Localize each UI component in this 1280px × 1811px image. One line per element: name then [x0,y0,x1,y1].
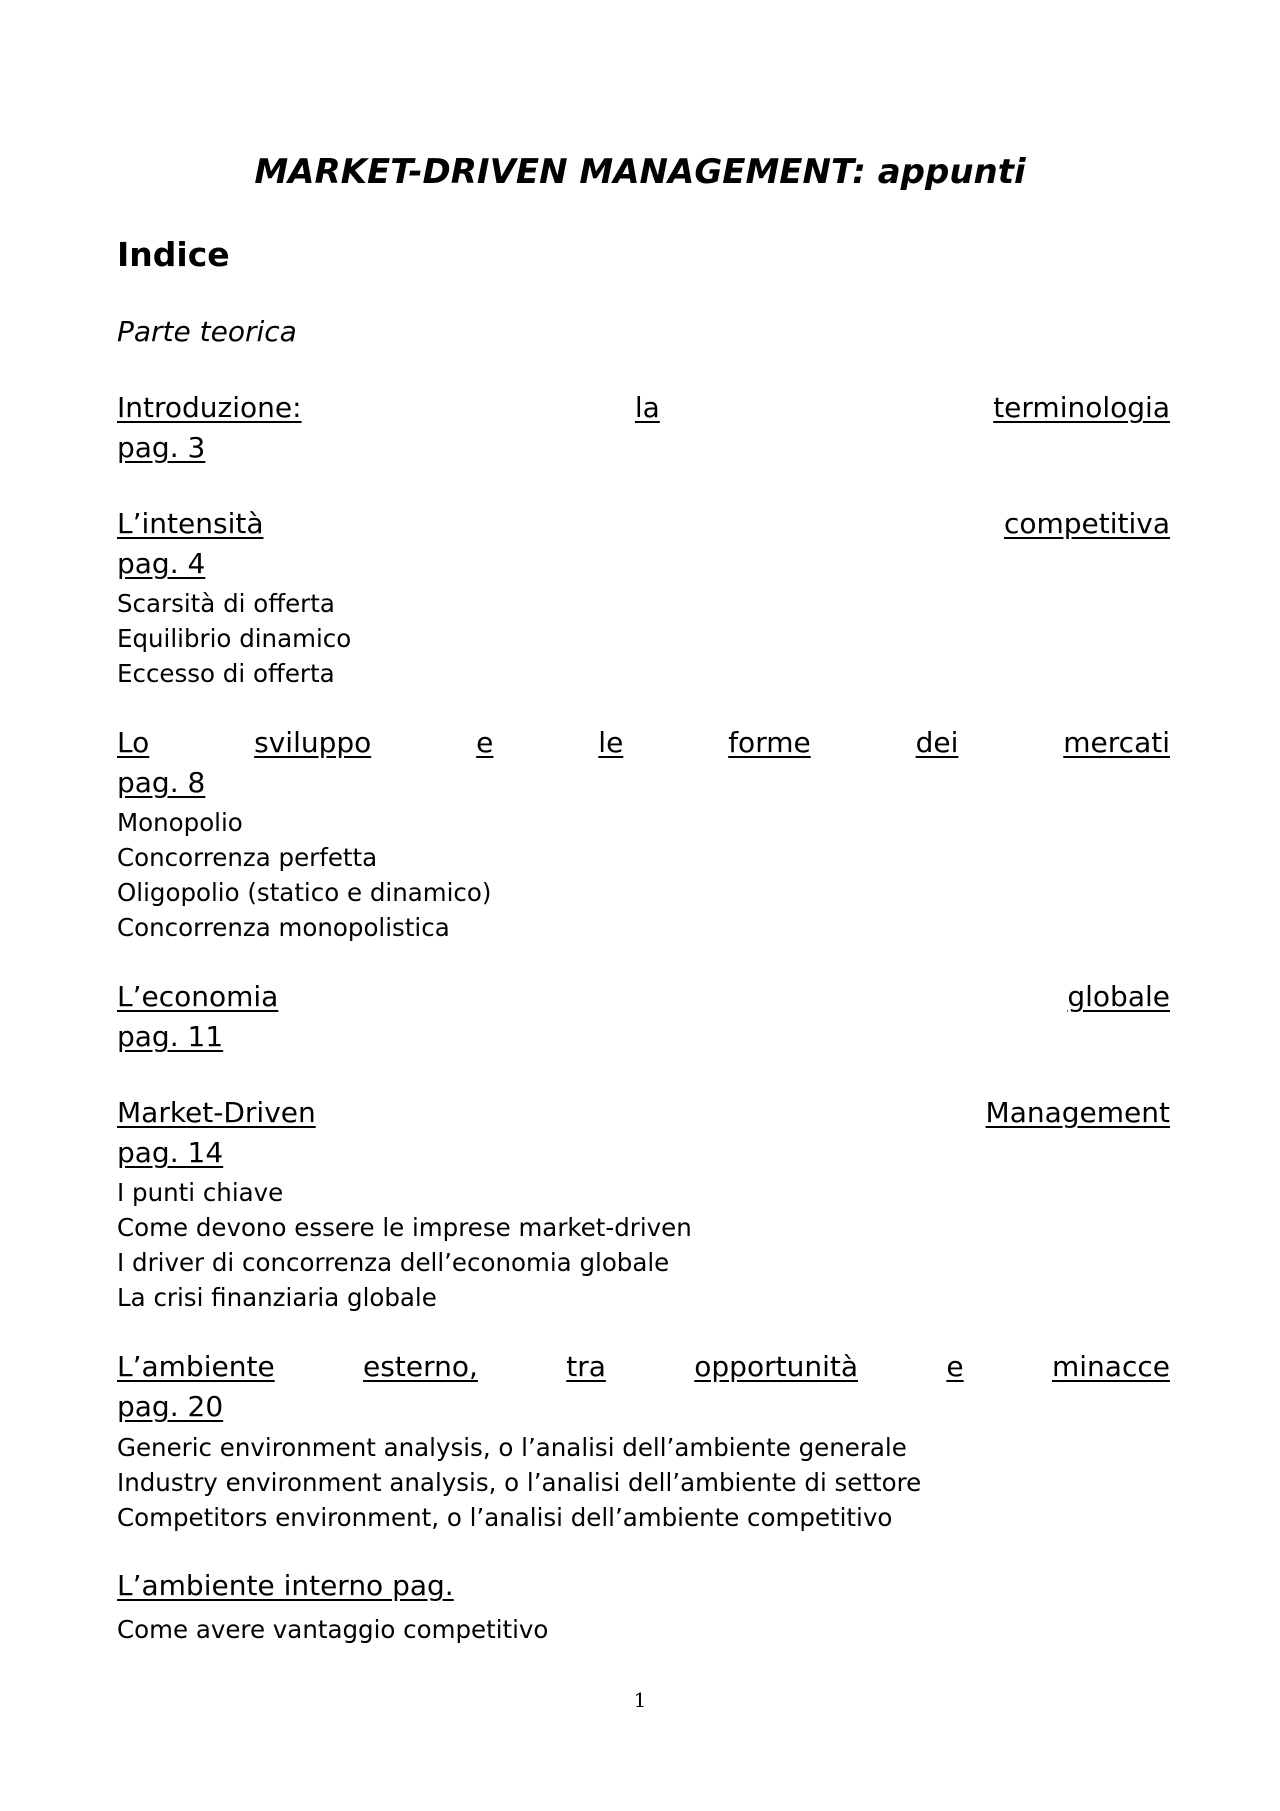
toc-subitem: Oligopolio (statico e dinamico) [117,878,492,907]
toc-subitems [117,586,351,691]
document-title: MARKET-DRIVEN MANAGEMENT: appunti [254,152,1026,192]
toc-subitem: I punti chiave [117,1178,284,1207]
toc-entry-title: L’economia globale [117,980,1170,1013]
toc-entry-ambiente-interno[interactable] [117,1566,1170,1606]
toc-subitem: Monopolio [117,808,243,837]
toc-subitem: La crisi finanziaria globale [117,1283,437,1312]
toc-entry-page: pag. 20 [117,1390,224,1423]
toc-entry-economia[interactable] [117,977,1170,1057]
toc-entry-title: L’ambiente interno pag. [117,1569,454,1602]
toc-entry-title: Market-Driven Management [117,1096,1170,1129]
toc-entry-market-driven[interactable] [117,1093,1170,1173]
toc-entry-title: L’ambiente esterno, tra opportunità e minacce [117,1350,1170,1383]
toc-subitems [117,1612,548,1647]
toc-subitems [117,1175,692,1315]
toc-subitems [117,805,491,945]
toc-subitem: Equilibrio dinamico [117,624,352,653]
toc-subitem: Eccesso di offerta [117,659,335,688]
toc-entry-title: Lo sviluppo e le forme dei mercati [117,726,1170,759]
toc-entry-page: pag. 14 [117,1136,224,1169]
toc-subitem: Concorrenza monopolistica [117,913,450,942]
toc-entry-ambiente-esterno[interactable] [117,1347,1170,1427]
toc-entry-page: pag. 11 [117,1020,224,1053]
toc-entry-introduzione[interactable] [117,388,1170,468]
toc-entry-mercati[interactable] [117,723,1170,803]
page-number: 1 [633,1688,647,1712]
toc-entry-intensita[interactable] [117,504,1170,584]
toc-subitem: Competitors environment, o l’analisi dell’ambiente competitivo [117,1503,893,1532]
toc-subitem: Concorrenza perfetta [117,843,378,872]
toc-subitem: Industry environment analysis, o l’analisi dell’ambiente di settore [117,1468,922,1497]
toc-entry-page: pag. 4 [117,547,206,580]
toc-subitem: Come devono essere le imprese market-driven [117,1213,692,1242]
toc-entry-title: Introduzione: la terminologia [117,391,1170,424]
toc-subitem: Come avere vantaggio competitivo [117,1615,549,1644]
toc-subitems [117,1430,921,1535]
section-label: Parte teorica [117,315,297,348]
toc-entry-page: pag. 3 [117,431,206,464]
toc-subitem: Scarsità di offerta [117,589,335,618]
toc-entry-title: L’intensità competitiva [117,507,1170,540]
toc-entry-page: pag. 8 [117,766,206,799]
index-heading: Indice [117,235,230,274]
toc-subitem: Generic environment analysis, o l’analisi dell’ambiente generale [117,1433,907,1462]
toc-subitem: I driver di concorrenza dell’economia globale [117,1248,670,1277]
